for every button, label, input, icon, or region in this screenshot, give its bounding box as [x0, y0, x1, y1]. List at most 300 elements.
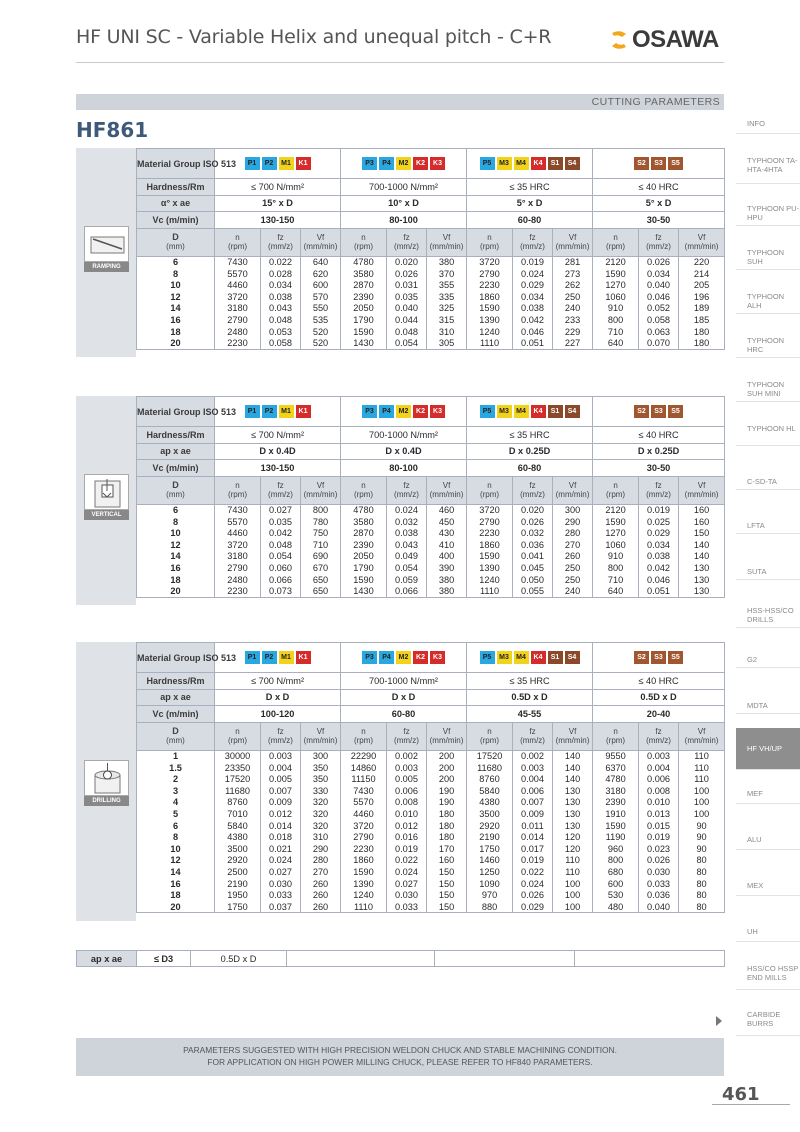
value-cell: 0.038 [387, 527, 427, 539]
value-cell: 0.002 [513, 750, 553, 762]
value-cell: 190 [427, 785, 467, 797]
value-cell: 0.027 [387, 878, 427, 890]
value-cell: 2390 [341, 539, 387, 551]
value-cell: 1430 [341, 585, 387, 597]
ap-ae-empty [287, 951, 435, 967]
column-unit: (mm/z) [268, 242, 293, 252]
side-index-item[interactable]: G2 [736, 650, 800, 668]
value-cell: 0.021 [261, 843, 301, 855]
material-chip-m1: M1 [279, 405, 294, 418]
value-cell: 0.027 [261, 504, 301, 516]
value-cell: 0.009 [513, 808, 553, 820]
value-cell: 0.003 [387, 762, 427, 774]
side-index-item[interactable]: MDTA [736, 696, 800, 714]
diameter-cell: 12 [137, 291, 215, 303]
value-cell: 2190 [467, 831, 513, 843]
value-cell: 310 [427, 326, 467, 338]
diameter-cell: 6 [137, 256, 215, 268]
material-chip-m2: M2 [396, 405, 411, 418]
material-chip-cell [593, 643, 725, 673]
column-unit: (rpm) [605, 242, 626, 252]
value-cell: 180 [427, 831, 467, 843]
value-cell: 7430 [215, 256, 261, 268]
diameter-cell: 6 [137, 820, 215, 832]
value-cell: 480 [593, 901, 639, 913]
value-cell: 5840 [467, 785, 513, 797]
value-cell: 550 [301, 303, 341, 315]
value-cell: 0.038 [639, 551, 679, 563]
value-cell: 2230 [341, 843, 387, 855]
material-chip-k1: K1 [296, 651, 311, 664]
value-cell: 0.016 [387, 831, 427, 843]
value-cell: 80 [679, 878, 725, 890]
value-cell: 30000 [215, 750, 261, 762]
cutting-speed-value: 30-50 [593, 460, 725, 477]
hardness-value: ≤ 40 HRC [593, 427, 725, 444]
column-unit: (mm/min) [684, 242, 719, 252]
value-cell: 3720 [467, 256, 513, 268]
material-chip-k2: K2 [413, 157, 428, 170]
value-cell: 0.059 [387, 574, 427, 586]
depth-of-cut-value: 5° x D [467, 195, 593, 212]
value-cell: 120 [553, 843, 593, 855]
value-cell: 1750 [215, 901, 261, 913]
value-cell: 6370 [593, 762, 639, 774]
diameter-label: D [172, 232, 179, 243]
value-cell: 9550 [593, 750, 639, 762]
material-chip-cell [341, 397, 467, 427]
value-cell: 800 [593, 855, 639, 867]
value-cell: 0.054 [387, 337, 427, 349]
value-cell: 0.024 [387, 504, 427, 516]
side-index-item[interactable]: ALU [736, 830, 800, 850]
depth-of-cut-header: α° x ae [137, 195, 215, 212]
column-name: fz [403, 233, 410, 243]
value-cell: 410 [427, 539, 467, 551]
material-chip-s1: S1 [548, 157, 563, 170]
cutting-speed-value: 60-80 [341, 706, 467, 723]
value-cell: 0.012 [387, 820, 427, 832]
value-cell: 0.040 [387, 303, 427, 315]
value-cell: 880 [467, 901, 513, 913]
value-cell: 0.019 [639, 504, 679, 516]
side-index-item[interactable]: TYPHOON HL [736, 420, 800, 446]
material-chip-s1: S1 [548, 405, 563, 418]
value-cell: 330 [301, 785, 341, 797]
value-cell: 0.066 [261, 574, 301, 586]
cutting-parameter-table [136, 642, 725, 913]
spindle-speed-header [467, 228, 513, 256]
value-cell: 110 [679, 773, 725, 785]
column-unit: (mm/min) [429, 490, 464, 500]
value-cell: 3180 [215, 551, 261, 563]
material-chip-s2: S2 [634, 651, 649, 664]
value-cell: 0.012 [261, 808, 301, 820]
column-name: fz [655, 481, 662, 491]
value-cell: 273 [553, 268, 593, 280]
value-cell: 0.024 [513, 268, 553, 280]
value-cell: 100 [553, 889, 593, 901]
value-cell: 90 [679, 820, 725, 832]
value-cell: 0.046 [639, 574, 679, 586]
value-cell: 1190 [593, 831, 639, 843]
value-cell: 2050 [341, 303, 387, 315]
page-title: HF UNI SC - Variable Helix and unequal pitch - C+R [76, 26, 552, 48]
diameter-unit: (mm) [166, 490, 185, 500]
side-index-item[interactable]: TYPHOON SUH MINI [736, 376, 800, 402]
diameter-cell: 18 [137, 326, 215, 338]
hardness-header: Hardness/Rm [137, 179, 215, 196]
side-index-item[interactable]: TYPHOON SUH [736, 244, 800, 270]
column-unit: (mm/min) [684, 490, 719, 500]
value-cell: 0.024 [387, 866, 427, 878]
value-cell: 22290 [341, 750, 387, 762]
value-cell: 0.048 [261, 314, 301, 326]
value-cell: 1590 [341, 574, 387, 586]
value-cell: 390 [427, 562, 467, 574]
diameter-cell: 16 [137, 878, 215, 890]
feed-rate-header [301, 476, 341, 504]
side-index-item[interactable]: TYPHOON ALH [736, 288, 800, 314]
feed-per-tooth-header [639, 476, 679, 504]
cutting-speed-header: Vc (m/min) [137, 706, 215, 723]
depth-of-cut-value: D x 0.25D [593, 443, 725, 460]
side-index-item[interactable]: UH [736, 922, 800, 942]
page-header [0, 0, 800, 62]
material-group-header: Material Group ISO 513 [137, 643, 215, 673]
value-cell: 5570 [341, 797, 387, 809]
column-unit: (mm/min) [684, 736, 719, 746]
material-chip-p3: P3 [362, 651, 377, 664]
side-index-item[interactable]: TYPHOON PU-HPU [736, 200, 800, 226]
diameter-cell: 3 [137, 785, 215, 797]
material-chip-k3: K3 [430, 405, 445, 418]
value-cell: 315 [427, 314, 467, 326]
value-cell: 450 [427, 516, 467, 528]
side-index-item[interactable]: LFTA [736, 516, 800, 534]
side-index-item[interactable]: HSS/CO HSSP END MILLS [736, 960, 800, 990]
value-cell: 1590 [467, 551, 513, 563]
value-cell: 0.029 [639, 527, 679, 539]
value-cell: 0.027 [261, 866, 301, 878]
cutting-speed-value: 80-100 [341, 460, 467, 477]
model-title: HF861 [76, 118, 149, 142]
cutting-speed-value: 60-80 [467, 460, 593, 477]
diameter-column-header [137, 476, 215, 504]
table-row [137, 855, 725, 867]
material-chip-p4: P4 [379, 405, 394, 418]
value-cell: 140 [679, 539, 725, 551]
value-cell: 0.042 [639, 562, 679, 574]
column-name: n [487, 727, 492, 737]
spindle-speed-header [467, 476, 513, 504]
side-index-item[interactable]: TYPHOON HRC [736, 332, 800, 358]
value-cell: 0.063 [639, 326, 679, 338]
value-cell: 140 [553, 762, 593, 774]
value-cell: 100 [553, 878, 593, 890]
value-cell: 3500 [215, 843, 261, 855]
column-unit: (rpm) [479, 736, 500, 746]
value-cell: 160 [427, 855, 467, 867]
column-name: n [487, 233, 492, 243]
value-cell: 650 [301, 585, 341, 597]
value-cell: 150 [427, 901, 467, 913]
material-chip-p2: P2 [262, 651, 277, 664]
value-cell: 0.014 [261, 820, 301, 832]
column-name: Vf [697, 481, 706, 491]
value-cell: 0.058 [639, 314, 679, 326]
value-cell: 23350 [215, 762, 261, 774]
spindle-speed-header [341, 722, 387, 750]
value-cell: 2790 [215, 562, 261, 574]
value-cell: 0.036 [513, 539, 553, 551]
value-cell: 0.032 [387, 516, 427, 528]
side-index-item[interactable]: HSS-HSS/CO DRILLS [736, 602, 800, 628]
diameter-cell: 8 [137, 268, 215, 280]
feed-rate-header [427, 228, 467, 256]
value-cell: 325 [427, 303, 467, 315]
column-unit: (mm/z) [646, 242, 671, 252]
value-cell: 800 [593, 562, 639, 574]
depth-of-cut-value: D x D [215, 689, 341, 706]
value-cell: 0.049 [387, 551, 427, 563]
column-name: n [361, 481, 366, 491]
side-index-item[interactable]: TYPHOON TA-HTA-4HTA [736, 152, 800, 184]
value-cell: 640 [301, 256, 341, 268]
value-cell: 8760 [467, 773, 513, 785]
side-index-item[interactable]: INFO [736, 114, 800, 134]
value-cell: 690 [301, 551, 341, 563]
value-cell: 1910 [593, 808, 639, 820]
value-cell: 260 [301, 889, 341, 901]
value-cell: 5570 [215, 268, 261, 280]
value-cell: 0.008 [639, 785, 679, 797]
value-cell: 0.037 [261, 901, 301, 913]
value-cell: 0.054 [387, 562, 427, 574]
value-cell: 0.020 [513, 504, 553, 516]
value-cell: 0.019 [513, 855, 553, 867]
value-cell: 0.043 [261, 303, 301, 315]
spindle-speed-header [467, 722, 513, 750]
value-cell: 5570 [215, 516, 261, 528]
value-cell: 90 [679, 831, 725, 843]
column-name: Vf [316, 727, 325, 737]
value-cell: 0.046 [513, 326, 553, 338]
material-chip-m1: M1 [279, 651, 294, 664]
value-cell: 530 [593, 889, 639, 901]
value-cell: 0.023 [639, 843, 679, 855]
column-unit: (rpm) [227, 490, 248, 500]
column-unit: (mm/z) [268, 490, 293, 500]
next-page-arrow-icon[interactable] [716, 1016, 722, 1026]
value-cell: 130 [553, 797, 593, 809]
value-cell: 2390 [593, 797, 639, 809]
spindle-speed-header [215, 228, 261, 256]
column-name: n [487, 481, 492, 491]
table-row [137, 574, 725, 586]
value-cell: 320 [301, 808, 341, 820]
table-row [137, 820, 725, 832]
material-chip-cell [341, 149, 467, 179]
value-cell: 4460 [215, 527, 261, 539]
value-cell: 0.024 [513, 878, 553, 890]
value-cell: 100 [553, 901, 593, 913]
value-cell: 0.042 [513, 314, 553, 326]
value-cell: 80 [679, 901, 725, 913]
column-name: Vf [568, 727, 577, 737]
value-cell: 2790 [215, 314, 261, 326]
diameter-cell: 12 [137, 539, 215, 551]
cutting-parameter-table [136, 148, 725, 350]
cutting-speed-value: 60-80 [467, 212, 593, 229]
value-cell: 0.040 [639, 279, 679, 291]
value-cell: 2790 [467, 268, 513, 280]
value-cell: 710 [593, 326, 639, 338]
spindle-speed-header [593, 476, 639, 504]
footnote-line: FOR APPLICATION ON HIGH POWER MILLING CHUCK, PLEASE REFER TO HF840 PARAMETERS. [207, 1057, 593, 1067]
drilling-icon [84, 760, 129, 796]
value-cell: 3180 [215, 303, 261, 315]
material-chip-s2: S2 [634, 157, 649, 170]
side-index-item[interactable]: MEX [736, 876, 800, 896]
feed-per-tooth-header [639, 722, 679, 750]
value-cell: 0.073 [261, 585, 301, 597]
material-chip-k4: K4 [531, 651, 546, 664]
cutting-speed-row [137, 460, 725, 477]
value-cell: 0.058 [261, 337, 301, 349]
material-group-header: Material Group ISO 513 [137, 397, 215, 427]
value-cell: 280 [553, 527, 593, 539]
value-cell: 1860 [341, 855, 387, 867]
table-row [137, 831, 725, 843]
column-unit: (rpm) [605, 736, 626, 746]
value-cell: 1950 [215, 889, 261, 901]
value-cell: 11150 [341, 773, 387, 785]
value-cell: 90 [679, 843, 725, 855]
material-chip-p1: P1 [245, 651, 260, 664]
value-cell: 1750 [467, 843, 513, 855]
material-chip-m3: M3 [497, 405, 512, 418]
diameter-cell: 20 [137, 585, 215, 597]
value-cell: 1590 [341, 866, 387, 878]
depth-of-cut-value: 0.5D x D [593, 689, 725, 706]
table-row [137, 539, 725, 551]
column-header-row [137, 228, 725, 256]
value-cell: 140 [679, 551, 725, 563]
column-name: n [613, 233, 618, 243]
page-number: 461 [722, 1084, 760, 1105]
material-chip-m4: M4 [514, 651, 529, 664]
column-name: Vf [442, 481, 451, 491]
hardness-value: ≤ 700 N/mm² [215, 427, 341, 444]
value-cell: 220 [679, 256, 725, 268]
feed-per-tooth-header [387, 228, 427, 256]
value-cell: 320 [301, 820, 341, 832]
material-chip-s5: S5 [668, 405, 683, 418]
hardness-value: ≤ 35 HRC [467, 673, 593, 690]
column-unit: (rpm) [353, 242, 374, 252]
column-name: Vf [442, 233, 451, 243]
value-cell: 960 [593, 843, 639, 855]
value-cell: 0.022 [261, 256, 301, 268]
operation-label: RAMPING [84, 262, 129, 272]
column-name: fz [277, 233, 284, 243]
value-cell: 1090 [467, 878, 513, 890]
value-cell: 520 [301, 337, 341, 349]
value-cell: 1110 [341, 901, 387, 913]
table-row [137, 762, 725, 774]
value-cell: 14860 [341, 762, 387, 774]
side-index-item[interactable]: CARBIDE BURRS [736, 1006, 800, 1036]
column-unit: (rpm) [353, 490, 374, 500]
material-chip-p5: P5 [480, 405, 495, 418]
column-name: n [613, 727, 618, 737]
value-cell: 2390 [341, 291, 387, 303]
value-cell: 640 [593, 337, 639, 349]
column-name: Vf [697, 727, 706, 737]
ap-ae-label: ap x ae [77, 951, 137, 967]
value-cell: 0.019 [387, 843, 427, 855]
value-cell: 0.006 [513, 785, 553, 797]
material-chip-m4: M4 [514, 157, 529, 170]
value-cell: 2500 [215, 866, 261, 878]
material-chip-cell [467, 643, 593, 673]
hardness-value: ≤ 40 HRC [593, 673, 725, 690]
column-unit: (rpm) [605, 490, 626, 500]
value-cell: 1790 [341, 562, 387, 574]
value-cell: 1060 [593, 539, 639, 551]
side-index-item[interactable]: HF VH/UP [736, 728, 800, 770]
material-chip-s1: S1 [548, 651, 563, 664]
value-cell: 281 [553, 256, 593, 268]
feed-rate-header [301, 228, 341, 256]
value-cell: 350 [301, 773, 341, 785]
value-cell: 520 [301, 326, 341, 338]
diameter-cell: 8 [137, 831, 215, 843]
value-cell: 535 [301, 314, 341, 326]
column-unit: (mm/z) [394, 242, 419, 252]
value-cell: 460 [427, 504, 467, 516]
material-chip-s2: S2 [634, 405, 649, 418]
material-chip-m3: M3 [497, 651, 512, 664]
column-unit: (mm/min) [555, 490, 590, 500]
value-cell: 4780 [341, 504, 387, 516]
value-cell: 710 [301, 539, 341, 551]
value-cell: 0.036 [639, 889, 679, 901]
value-cell: 0.004 [261, 762, 301, 774]
side-index-item[interactable]: SUTA [736, 562, 800, 580]
value-cell: 1590 [341, 326, 387, 338]
value-cell: 1240 [467, 326, 513, 338]
table-row [137, 585, 725, 597]
value-cell: 620 [301, 268, 341, 280]
value-cell: 150 [427, 866, 467, 878]
material-group-row [137, 643, 725, 673]
feed-rate-header [553, 722, 593, 750]
side-index-item[interactable]: MEF [736, 784, 800, 804]
table-row [137, 504, 725, 516]
value-cell: 0.003 [513, 762, 553, 774]
table-row [137, 314, 725, 326]
table-row [137, 773, 725, 785]
table-row [137, 808, 725, 820]
value-cell: 1590 [467, 303, 513, 315]
side-index-item[interactable]: C-SD-TA [736, 472, 800, 490]
value-cell: 0.060 [261, 562, 301, 574]
column-unit: (mm/z) [394, 736, 419, 746]
value-cell: 0.026 [639, 256, 679, 268]
value-cell: 0.032 [513, 527, 553, 539]
